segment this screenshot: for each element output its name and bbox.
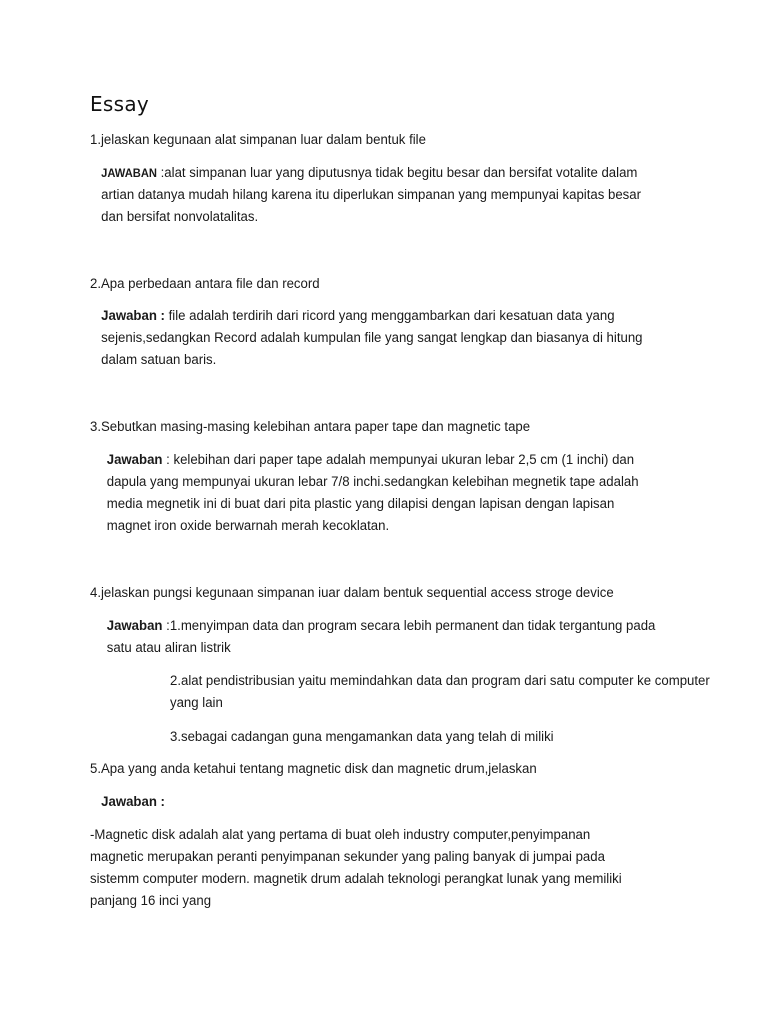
question-5: 5.Apa yang anda ketahui tentang magnetic disk dan magnetic drum,jelaskan: [90, 761, 537, 777]
answer-2: [90, 305, 655, 371]
question-4: 4.jelaskan pungsi kegunaan simpanan iuar dalam bentuk sequential access stroge device: [90, 585, 614, 601]
answer-4-point-3: 3.sebagai cadangan guna mengamankan data yang telah di miliki: [169, 729, 554, 745]
answer-3-label: Jawaban: [106, 452, 163, 468]
answer-1-label: JAWABAN: [101, 166, 157, 180]
answer-4: [90, 615, 660, 659]
answer-3-text: : kelebihan dari paper tape adalah mempunyai ukuran lebar 2,5 cm (1 inchi) dan dapula yang mempunyai ukuran lebar 7/8 inchi.sedangkan kelebihan megnetik tape adalah media megnetik ini di buat dari pita plastic yang dilapisi dengan lapisan dengan lapisan magnet iron oxide berwarnah merah kecoklatan.: [106, 452, 639, 534]
question-1: 1.jelaskan kegunaan alat simpanan luar dalam bentuk file: [90, 132, 426, 148]
answer-1-text: :alat simpanan luar yang diputusnya tidak begitu besar dan bersifat votalite dalam artian datanya mudah hilang karena itu diperlukan simpanan yang mempunyai kapitas besar dan bersifat nonvolatalitas.: [101, 165, 641, 225]
answer-1: [90, 162, 655, 228]
answer-5-text: -Magnetic disk adalah alat yang pertama di buat oleh industry computer,penyimpanan magnetic merupakan peranti penyimpanan sekunder yang paling banyak di jumpai pada sistemm computer modern. magnetik drum adalah teknologi perangkat lunak yang memiliki panjang 16 inci yang: [90, 827, 622, 909]
question-2: 2.Apa perbedaan antara file dan record: [90, 276, 320, 292]
answer-5-label: [90, 791, 655, 813]
answer-4-point-2: 2.alat pendistribusian yaitu memindahkan data dan program dari satu computer ke computer yang lain: [169, 673, 710, 711]
answer-4-label: Jawaban: [106, 618, 163, 634]
answer-2-text: file adalah terdirih dari ricord yang menggambarkan dari kesatuan data yang sejenis,sedangkan Record adalah kumpulan file yang sangat lengkap dan biasanya di hitung dalam satuan baris.: [101, 308, 643, 368]
answer-2-label: Jawaban :: [101, 308, 165, 324]
question-3: 3.Sebutkan masing-masing kelebihan antara paper tape dan magnetic tape: [90, 419, 531, 435]
answer-3: [90, 449, 660, 537]
answer-4-text: :1.menyimpan data dan program secara lebih permanent dan tidak tergantung pada satu atau aliran listrik: [106, 618, 656, 656]
page-title: Essay: [90, 92, 150, 116]
answer-5-label-text: Jawaban :: [101, 794, 165, 810]
